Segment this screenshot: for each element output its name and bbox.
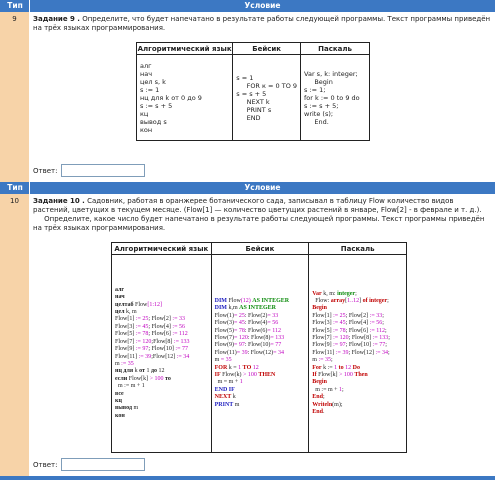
- table-footer-bar: [0, 476, 495, 480]
- task-10-title: Задание 10 .: [33, 197, 85, 205]
- code-table-9: [136, 42, 370, 141]
- answer-input-10[interactable]: [61, 458, 145, 471]
- code-alg: алг нач целтаб Flow[1:12] цел k, m Flow[1] := 25; Flow[2] := 33 Flow[3] := 45; Flow[4] := 56 Flow[5] := 78; Flow[6] := 112 Flow[7] := 120;Flow[8] := 133 Flow[9] := 97; Flow[10] := 77 Flow[11] := 39;Flow[12] := 34 m := 35 нц для k от 1 до 12 если Flow[k] > 100 то m := m + 1 все кц вывод m кон: [112, 255, 212, 453]
- table-header-2: [0, 182, 495, 194]
- task-number-cell: [0, 12, 29, 182]
- code-table-10: [111, 242, 407, 453]
- table-header: [0, 0, 495, 12]
- col-header-alg: Алгоритмический язык: [137, 44, 232, 53]
- task-number-cell: [0, 194, 29, 480]
- answer-label: Ответ:: [33, 461, 58, 469]
- header-condition: Условие: [244, 1, 281, 10]
- task-10-description: Садовник, работая в оранжерее ботанического сада, записывал в таблицу Flow количество видов растений, цветущих в текущем месяце. (Flow[1] — количество цветущих растений в январе, Flow[2] - в феврале и т. д.).: [33, 197, 482, 214]
- col-header-alg: Алгоритмический язык: [112, 243, 212, 255]
- code-basic: s = 1 FOR к = 0 TO 9 s = s + 5 NEXT k PRINT s END: [233, 55, 301, 141]
- task-9-text: [33, 15, 491, 33]
- col-header-pascal: Паскаль: [301, 43, 370, 55]
- task-10-description-2: Определите, какое число будет напечатано в результате работы следующей программы. Текст программы приведён на трёх языках программирования.: [33, 215, 487, 232]
- col-header-basic: Бейсик: [233, 43, 301, 55]
- col-header-basic: Бейсик: [211, 243, 309, 255]
- task-9-title: Задание 9 .: [33, 15, 80, 23]
- code-pascal: Var s, k: integer; Begin s := 1; for k := 0 to 9 do s := s + 5; write (s); End.: [301, 55, 370, 141]
- answer-label: Ответ:: [33, 167, 58, 175]
- header-tip: Тип: [7, 183, 23, 192]
- code-basic: DIM Flow(12) AS INTEGER DIM k,m AS INTEGER Flow(1)= 25: Flow(2)= 33 Flow(3)= 45: Flow(4)= 56 Flow(5)= 78: Flow(6)= 112 Flow(7)= 120: Flow(8)= 133 Flow(9)= 97: Flow(10)= 77 Flow(11)= 39: Flow(12)= 34 m = 35 FOR k = 1 TO 12 IF Flow(k) > 100 THEN m = m + 1 END IF NEXT k PRINT m: [211, 255, 309, 453]
- col-header-pascal: Паскаль: [309, 243, 407, 255]
- header-condition: Условие: [244, 183, 281, 192]
- header-tip: Тип: [7, 1, 23, 10]
- task-number: 9: [12, 15, 17, 23]
- code-pascal: Var k, m: integer; Flow: array[1..12] of integer; Begin Flow[1] := 25; Flow[2] := 33; Flow[3] := 45; Flow[4] := 56; Flow[5] := 78; Flow[6] := 112; Flow[7] := 120; Flow[8] := 133; Flow[9] := 97; Flow[10] := 77; Flow[11] := 39; Flow[12] := 34; m := 35; For k := 1 to 12 Do If Flow[k] > 100 Then Begin m := m + 1; End; Writeln(m); End.: [309, 255, 407, 453]
- task-10-text: [33, 197, 491, 233]
- task-number: 10: [10, 197, 19, 205]
- task-9-description: Определите, что будет напечатано в результате работы следующей программы. Текст программы приведён на трёх языках программирования.: [33, 15, 491, 32]
- answer-input-9[interactable]: [61, 164, 145, 177]
- code-alg: алг нач цел s, k s := 1 нц для k от 0 до 9 s := s + 5 кц вывод s кон: [137, 55, 233, 141]
